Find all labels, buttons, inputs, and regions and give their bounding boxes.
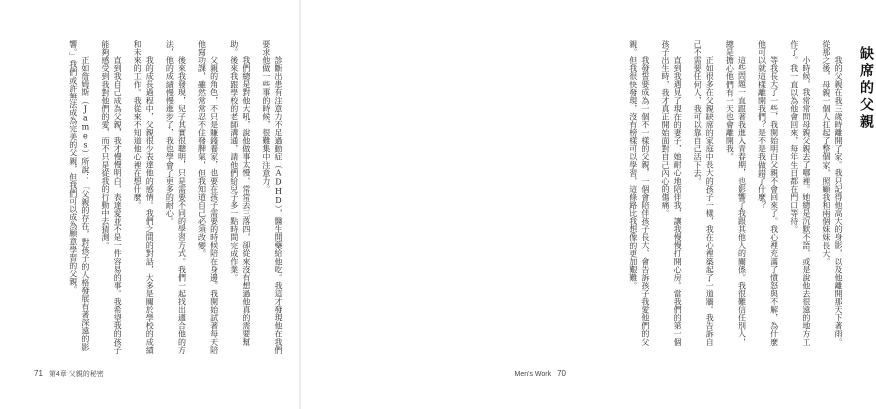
paragraph: 正如很多在父親缺席的家庭中長大的孩子一樣，我在心裡築起了一道牆。我告訴自己不需要任何人，我可以靠自己活下去。 — [693, 40, 715, 346]
paragraph: 我們總是對他大吼，說他做事太慢、常常丟三落四，卻從來沒有想過他真的需要幫助。後來我跟學校的老師溝通，請他們給兒子多一點時間完成作業。 — [229, 40, 251, 346]
chapter-title: 缺席的父親 — [858, 46, 874, 131]
paragraph: 診斷出患有注意力不足過動症（ADHD），醫生開藥給他吃。我這才發現他在我們要求他做一些事的時候，很難集中注意力。 — [261, 40, 283, 354]
paragraph: 我的成長過程中，父親很少表達他的感情。我們之間的對話，大多是關於學校的成績和未來的工作。我從來不知道他心裡在想什麼。 — [133, 40, 155, 354]
right-page — [300, 0, 874, 409]
paragraph: 後來我發現，兒子其實很聰明，只是需要不同的學習方式。我們一起找出適合他的方法，他的成績慢慢進步了，我也學會了更多的耐心。 — [165, 40, 187, 354]
running-head: Men's Work — [514, 371, 552, 378]
paragraph: 直到我遇見了現在的妻子，她耐心地陪伴我，讓我慢慢打開心房。當我們的第一個孩子出生時，我才真正開始面對自己內心的傷痛。 — [660, 40, 683, 346]
paragraph: 這些問題一直跟著我進入青春期，也影響了我跟其他人的關係。我很難信任別人，總是擔心他們有一天也會離開我。 — [725, 40, 747, 346]
chapter-label: 第4章 父親的秘密 — [48, 371, 104, 378]
right-page-body — [610, 40, 844, 350]
paragraph: 我的父親在我三歲時離開了家。我只記得他高大的身影，以及他離開那天下著雨。從那之後，母親一個人扛起了整個家，照顧我和兩個妹妹長大。 — [821, 40, 843, 346]
page-number: 70 — [557, 369, 566, 378]
page-number: 71 — [34, 369, 43, 378]
paragraph: 直到我自己成為父親，我才慢慢明白，表達愛並不是一件容易的事。我希望我的孩子能夠感受到我對他們的愛，而不只是從我的行動中去猜測。 — [100, 40, 123, 354]
paragraph: 小時候，我常常問母親父親去了哪裡。她總是沉默不語，或是說他去很遠的地方工作了。我一直以為他會回來，每年生日都在門口等待。 — [789, 40, 811, 346]
left-page — [0, 0, 300, 409]
paragraph: 正如詹姆斯（James）所說：「父親的存在，對孩子的人格發展有著深遠的影響。」我們或許無法成為完美的父親，但我們可以成為願意學習的父親。 — [68, 40, 90, 351]
paragraph: 等我長大了一些，我開始明白父親不會回來了。我心裡充滿了憤怒與不解，為什麼他可以就這樣離開我們？是不是我做錯了什麼？ — [757, 40, 779, 346]
paragraph: 我發誓要成為一個不一樣的父親，一個會陪伴孩子長大、會告訴孩子我愛他們的父親。但我很快發現，沒有榜樣可以學習，這條路比我想像的更加艱難。 — [628, 40, 650, 346]
left-page-body — [36, 40, 284, 358]
left-footer — [30, 369, 104, 379]
paragraph: 父親的角色，不只是賺錢養家，也要在孩子需要的時候陪在身邊。我開始試著每天陪他寫功課，雖然常常忍不住發脾氣，但我知道自己必須改變。 — [197, 40, 219, 354]
right-footer — [515, 369, 570, 378]
